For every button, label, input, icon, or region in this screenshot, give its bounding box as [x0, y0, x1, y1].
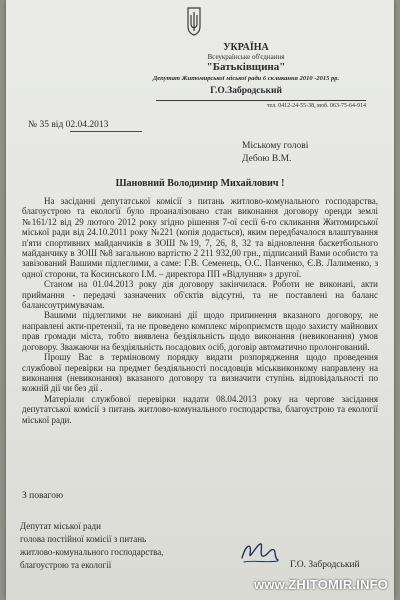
reference-number: № 35 від 02.04.2013 — [28, 120, 109, 130]
addressee-position: Міському голові — [242, 141, 309, 151]
closing-phrase: З повагою — [22, 491, 64, 501]
letterhead-divider — [156, 100, 366, 101]
trident-emblem-icon — [184, 6, 204, 36]
letterhead-contacts: тел. 0412-24-55-38, моб. 063-75-64-914 — [266, 103, 366, 109]
body-paragraph: Вашими підлеглими не виконані дії щодо припинення вказаного договору, не направлені акти-претензії, та не проведено комплекс мiроприємств щодо захисту майнових прав громади міста, тобто виявлена бездіяльність щодо виконання (невиконання) умов договору. Зважаючи на бездіяльність посадових осіб, договір автоматично пролонгований. — [22, 310, 378, 352]
signature-line: Депутат міської ради — [20, 521, 101, 531]
body-paragraph: На засіданні депутатської комісії з питань житлово-комунального господарства, благоустрою та екології було проаналізовано стан виконання договору оренди землі №161/12 від 29 лютого 2012 року згідно рішення 7-ої сесії 6-го скликання Житомирської міської ради від 24.10.2011 року №221 (копія додається), яким передбачалося влаштування п'яти спортивних майданчиків в ЗОШ №19, 7, 26, 8, 32 та відновлення баскетбольного майданчику в ЗОШ №8 загальною вартістю 2 211 932,00 грн., підписаний Вами особисто та завізований Вашими підлеглими, а саме: Г.В. Семенець, О.С. Панченко, Є.В. Лалименко, з одної сторони, та Косинського І.М. – директора ПП «Відлуння» з другої. — [22, 196, 378, 279]
letterhead-union: Всеукраїнське об'єднання — [207, 53, 285, 61]
body-paragraph: Матеріали службової перевірки надати 08.04.2013 року на чергове засідання депутатської комісії з питань житлово-комунального господарства, благоустрою та екології міської ради. — [22, 393, 378, 425]
signature-block — [20, 520, 164, 572]
letterhead-country: УКРАЇНА — [223, 42, 269, 53]
letterhead-deputy-title: Депутат Житомирської міської ради 6 скликання 2010 -2015 рр. — [152, 75, 340, 82]
watermark-text: www.ZHITOMIR.INFO — [254, 577, 389, 592]
signature-line: благоустрою та екології — [20, 560, 112, 570]
body-paragraph: Станом на 01.04.2013 року дія договору закінчилася. Роботи не виконані, акти приймання - передачі зазначених об'єктів відсутні, та не поставлені на баланс балансоутримувачам. — [22, 279, 378, 311]
letter-page — [6, 0, 394, 600]
letter-body — [22, 196, 378, 425]
body-paragraph: Прошу Вас в терміновому порядку видати розпорядження щодо проведення службової перевірки на предмет бездіяльності посадовців міськвиконкому направлену на виконання (невиконання) вказаного договору та визначити ступінь відповідальності по кожній дії чи без дії . — [22, 352, 378, 394]
signature-line: житлово-комунального господарства, — [20, 547, 164, 557]
letterhead-party: "Батьківщина" — [206, 61, 286, 73]
signer-name: Г.О. Забродський — [290, 560, 360, 570]
signature-line: голова постійної комісії з питань — [20, 534, 147, 544]
handwritten-signature-icon — [238, 536, 282, 568]
letterhead-deputy-name: Г.О.Забродський — [210, 86, 282, 96]
reference-underline — [70, 131, 142, 132]
addressee-name: Дебою В.М. — [242, 154, 292, 164]
salutation: Шановний Володимир Михайлович ! — [115, 178, 285, 189]
